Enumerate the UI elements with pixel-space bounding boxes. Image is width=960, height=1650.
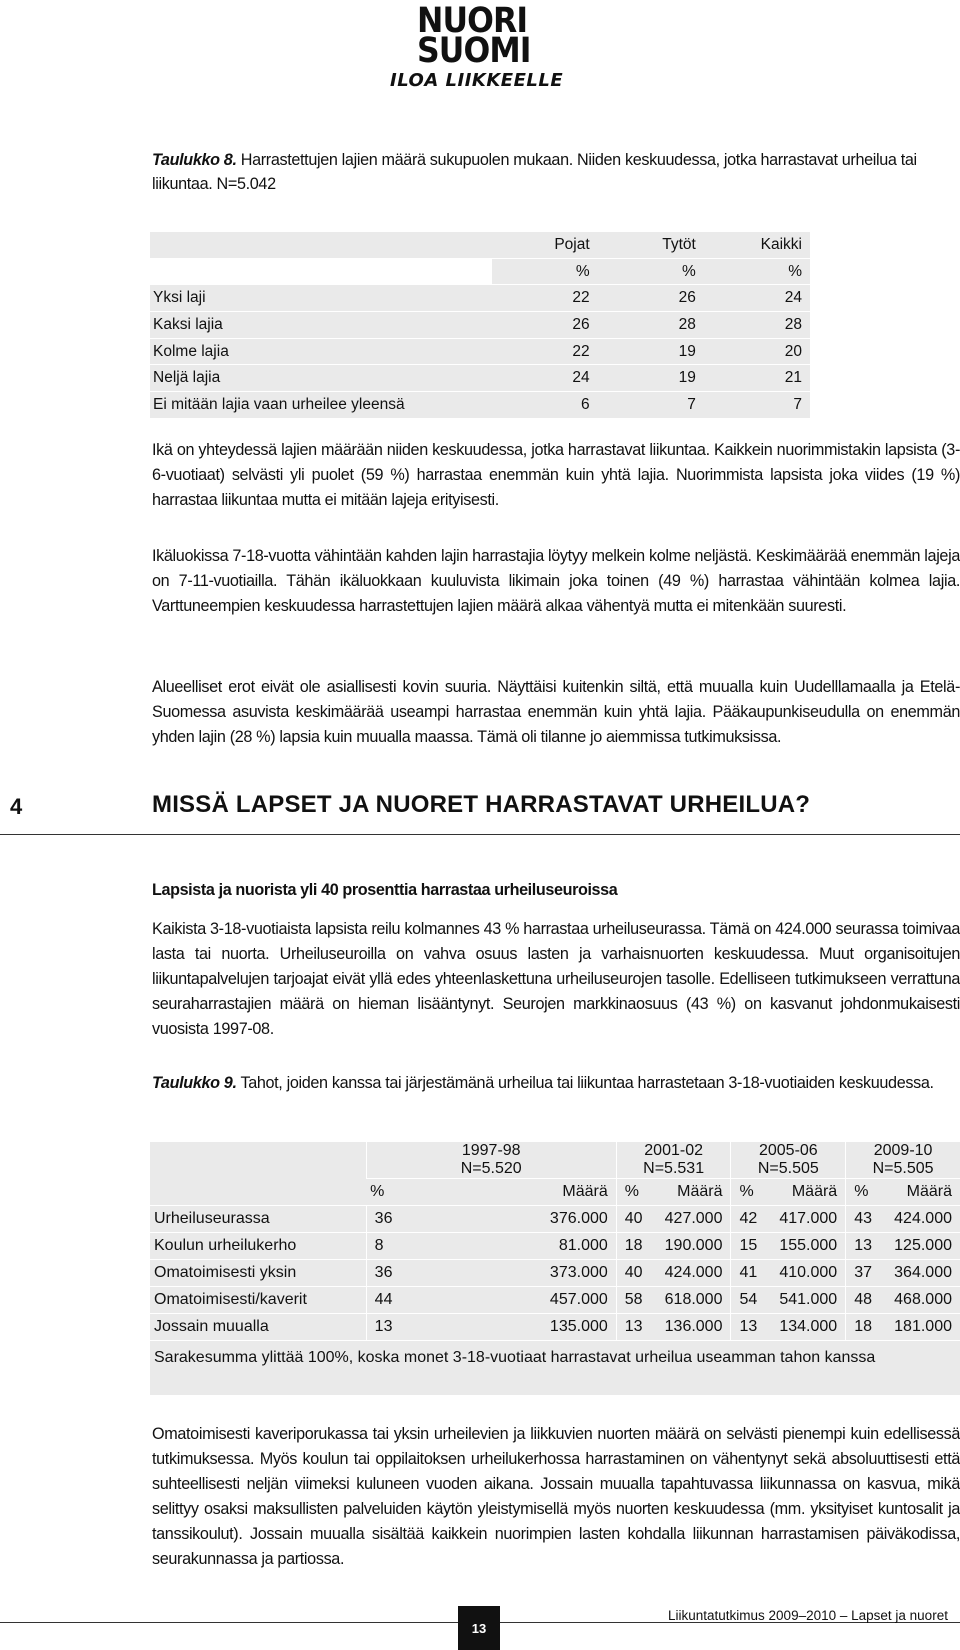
table-8-unit: % [704,258,810,285]
cell: 21 [704,365,810,392]
period-header: 2005-06 N=5.505 [731,1142,846,1179]
table-8-header-row [150,232,810,258]
logo-line-2: SUOMI [417,31,531,71]
paragraph-age-groups: Ikäluokissa 7-18-vuotta vähintään kahden lajin harrastajia löytyy melkein kolme neljästä. Keskimäärää enemmän lajeja on 7-11-vuotiailla. Tähän ikäluokkaan kuuluvista likimain joka toinen (49 %) harrastaa vähintään kolmea lajia. Varttuneempien keskuudessa harrastettujen lajien määrä alkaa vähentyä mutta ei mitenkään suuresti. [152,547,960,615]
logo-tagline: ILOA LIIKKEELLE [390,70,564,91]
table-row [150,338,810,365]
cell: 24 [492,365,598,392]
cell: 20 [704,338,810,365]
table-row [150,285,810,312]
table-row: Jossain muualla 13 135.000 13 136.000 13 134.000 18 181.000 [150,1314,960,1341]
row-label: Omatoimisesti/kaverit [150,1287,366,1314]
section-title: MISSÄ LAPSET JA NUORET HARRASTAVAT URHEILUA? [152,791,811,818]
table-8-unit: % [492,258,598,285]
section-number: 4 [10,794,23,819]
table-row [150,365,810,392]
section-rule [0,834,960,835]
period-header: 2009-10 N=5.505 [846,1142,960,1179]
row-label: Yksi laji [150,285,492,312]
table-8-unit: % [598,258,704,285]
paragraph-age: Ikä on yhteydessä lajien määrään niiden keskuudessa, jotka harrastavat liikuntaa. Kaikkein nuorimmistakin lapsista (3-6-vuotiaat) selvästi yli puolet (59 %) harrastaa enemmän kuin yhtä lajia. Nuorimmista lapsista joka viides (19 %) harrastaa liikuntaa mutta ei mitään lajeja erityisesti. [152,441,960,509]
logo-line-1: NUORI [417,1,528,41]
cell: 7 [598,392,704,419]
table-8-caption-label: Taulukko 8. [152,151,237,169]
row-label: Kolme lajia [150,338,492,365]
table-9-note: Sarakesumma ylittää 100%, koska monet 3-18-vuotiaat harrastavat urheilua useamman tahon kanssa [150,1341,960,1396]
cell: 7 [704,392,810,419]
table-9-unit-row: % Määrä % Määrä % Määrä % Määrä [150,1179,960,1206]
row-label: Koulun urheilukerho [150,1233,366,1260]
table-8-unit-row [150,258,810,285]
footer-text: Liikuntatutkimus 2009–2010 – Lapset ja nuoret [668,1608,948,1623]
table-9-caption-label: Taulukko 9. [152,1074,237,1092]
table-row [150,312,810,339]
table-row [150,392,810,419]
cell: 19 [598,338,704,365]
table-9-caption [152,1071,960,1095]
cell: 26 [492,312,598,339]
table-row: Urheiluseurassa 36 376.000 40 427.000 42 417.000 43 424.000 [150,1206,960,1233]
row-label: Neljä lajia [150,365,492,392]
table-9-year-row [150,1142,960,1179]
paragraph-regional: Alueelliset erot eivät ole asiallisesti kovin suuria. Näyttäisi kuitenkin siltä, että muualla kuin Uudelllamaalla ja Etelä-Suomessa asuvista keskimäärää useampi harrastaa enemmän kuin yhtä lajia. Pääkaupunkiseudulla on enemmän yhden lajin (28 %) lapsia kuin muualla maassa. Tämä oli tilanne jo aiemmissa tutkimuksissa. [152,678,960,746]
table-9-note-row [150,1341,960,1396]
table-9-caption-text: Tahot, joiden kanssa tai järjestämänä urheilua tai liikuntaa harrastetaan 3-18-vuotiaiden keskuudessa. [236,1074,934,1092]
table-8-col-header: Tytöt [598,232,704,258]
table-9 [150,1142,960,1396]
nuori-suomi-logo [372,2,592,92]
table-row: Omatoimisesti yksin 36 373.000 40 424.000 41 410.000 37 364.000 [150,1260,960,1287]
period-header: 2001-02 N=5.531 [616,1142,731,1179]
row-label: Kaksi lajia [150,312,492,339]
page-number: 13 [458,1606,500,1650]
cell: 6 [492,392,598,419]
row-label: Ei mitään lajia vaan urheilee yleensä [150,392,492,419]
cell: 22 [492,285,598,312]
table-row: Omatoimisesti/kaverit 44 457.000 58 618.000 54 541.000 48 468.000 [150,1287,960,1314]
row-label: Urheiluseurassa [150,1206,366,1233]
subheading: Lapsista ja nuorista yli 40 prosenttia harrastaa urheiluseuroissa [152,880,618,899]
cell: 28 [704,312,810,339]
cell: 28 [598,312,704,339]
paragraph-clubs: Kaikista 3-18-vuotiaista lapsista reilu kolmannes 43 % harrastaa urheiluseurassa. Tämä on 424.000 seurassa toimivaa lasta tai nuorta. Urheiluseuroilla on vahva osuus lasten ja varhaisnuorten keskuudessa. Muut organisoitujen liikuntapalvelujen tarjoajat eivät yllä edes yhteenlaskettuna urheiluseurojen tasolle. Edelliseen tutkimukseen verrattuna seuraharrastajien määrä on hieman lisääntynyt. Seurojen markkinaosuus (43 %) on kasvanut johdonmukaisesti vuosista 1997-08. [152,920,960,1038]
table-8-col-header: Kaikki [704,232,810,258]
cell: 22 [492,338,598,365]
table-8-caption-text: Harrastettujen lajien määrä sukupuolen mukaan. Niiden keskuudessa, jotka harrastavat urheilua tai liikuntaa. N=5.042 [152,151,917,193]
table-8-col-header: Pojat [492,232,598,258]
table-8 [150,232,810,419]
row-label: Jossain muualla [150,1314,366,1341]
paragraph-independent: Omatoimisesti kaveriporukassa tai yksin urheilevien ja liikkuvien nuorten määrä on selvästi pienempi kuin edellisessä tutkimuksessa. Myös koulun tai oppilaitoksen urheilukerhossa harrastaminen on vähentynyt sekä absoluuttisesti että suhteellisesti neljän viimeksi kuluneen vuoden aikana. Jossain muualla tapahtuvassa liikunnassa on kasvua, mikä selittyy osaksi maksullisten palveluiden käytön yleistymisellä myös nuorten keskuudessa (mm. yksityiset kuntosalit ja tanssikoulut). Jossain muualla sisältää kaikkein nuorimpien lasten kohdalla liikunnan harrastamisen päiväkodissa, seurakunnassa ja partiossa. [152,1425,960,1568]
cell: 24 [704,285,810,312]
row-label: Omatoimisesti yksin [150,1260,366,1287]
cell: 19 [598,365,704,392]
period-header: 1997-98 N=5.520 [366,1142,616,1179]
table-8-caption [152,148,960,196]
table-row: Koulun urheilukerho 8 81.000 18 190.000 15 155.000 13 125.000 [150,1233,960,1260]
cell: 26 [598,285,704,312]
